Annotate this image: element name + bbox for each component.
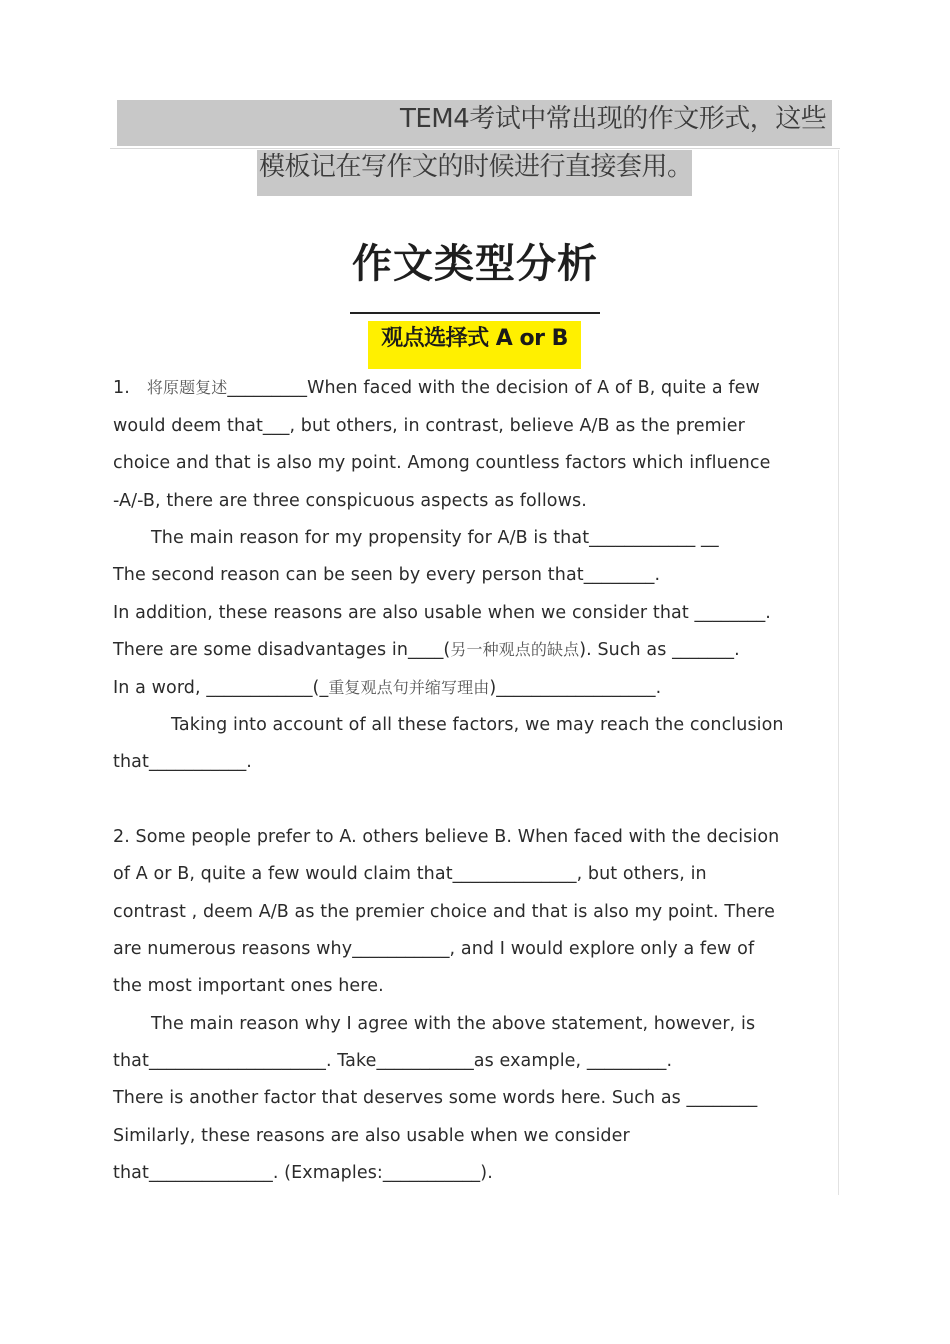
template1-line-4: -A/-B, there are three conspicuous aspects as follows. <box>113 491 587 511</box>
template1-line-1-text: _________When faced with the decision of A of B, quite a few <box>227 378 760 398</box>
template2-line-4: are numerous reasons why___________, and I would explore only a few of <box>113 939 755 959</box>
page-title: 作文类型分析 <box>352 241 598 287</box>
template1-line-10: Taking into account of all these factors, we may reach the conclusion <box>171 715 784 735</box>
section-subtitle: 观点选择式 A or B <box>368 321 581 369</box>
template1-cn-label: 将原题复述 <box>146 378 228 397</box>
header-line-1: TEM4考试中常出现的作文形式，这些 <box>400 104 827 134</box>
template2-line-10: that______________. (Exmaples:___________). <box>113 1163 493 1183</box>
template1-line-5: The main reason for my propensity for A/B is that____________ __ <box>151 528 719 548</box>
template2-line-1: 2. Some people prefer to A. others believe B. When faced with the decision <box>113 827 780 847</box>
template1-line-9 <box>113 676 661 700</box>
template2-line-9: Similarly, these reasons are also usable when we consider <box>113 1126 630 1146</box>
template1-line-6: The second reason can be seen by every person that________. <box>113 565 661 585</box>
template1-line-9-cn: 重复观点句并缩写理由 <box>328 678 490 697</box>
template1-line-8 <box>113 638 740 662</box>
template1-line-3: choice and that is also my point. Among countless factors which influence <box>113 453 771 473</box>
template2-line-8: There is another factor that deserves some words here. Such as ________ <box>113 1088 758 1108</box>
header-line-2: 模板记在写作文的时候进行直接套用。 <box>259 152 693 182</box>
template1-line-8-cn: 另一种观点的缺点 <box>450 640 580 659</box>
template1-line-9-b: )__________________. <box>489 678 662 698</box>
template2-line-7: that____________________. Take___________as example, _________. <box>113 1051 673 1071</box>
template1-line-7: In addition, these reasons are also usable when we consider that ________. <box>113 603 771 623</box>
template1-line-8-b: ). Such as _______. <box>579 640 740 660</box>
template2-line-6: The main reason why I agree with the above statement, however, is <box>151 1014 756 1034</box>
template2-line-3: contrast , deem A/B as the premier choice and that is also my point. There <box>113 902 775 922</box>
template1-line-8-a: There are some disadvantages in____( <box>113 640 451 660</box>
template1-line-2: would deem that___, but others, in contrast, believe A/B as the premier <box>113 416 745 436</box>
title-underline <box>350 312 600 314</box>
template2-line-2: of A or B, quite a few would claim that______________, but others, in <box>113 864 707 884</box>
page-side-border <box>838 150 839 1195</box>
template1-line-11: that___________. <box>113 752 252 772</box>
template1-number: 1. <box>113 378 130 398</box>
template2-line-5: the most important ones here. <box>113 976 384 996</box>
template1-line-1 <box>113 376 760 400</box>
template1-line-9-a: In a word, ____________(_ <box>113 678 329 698</box>
